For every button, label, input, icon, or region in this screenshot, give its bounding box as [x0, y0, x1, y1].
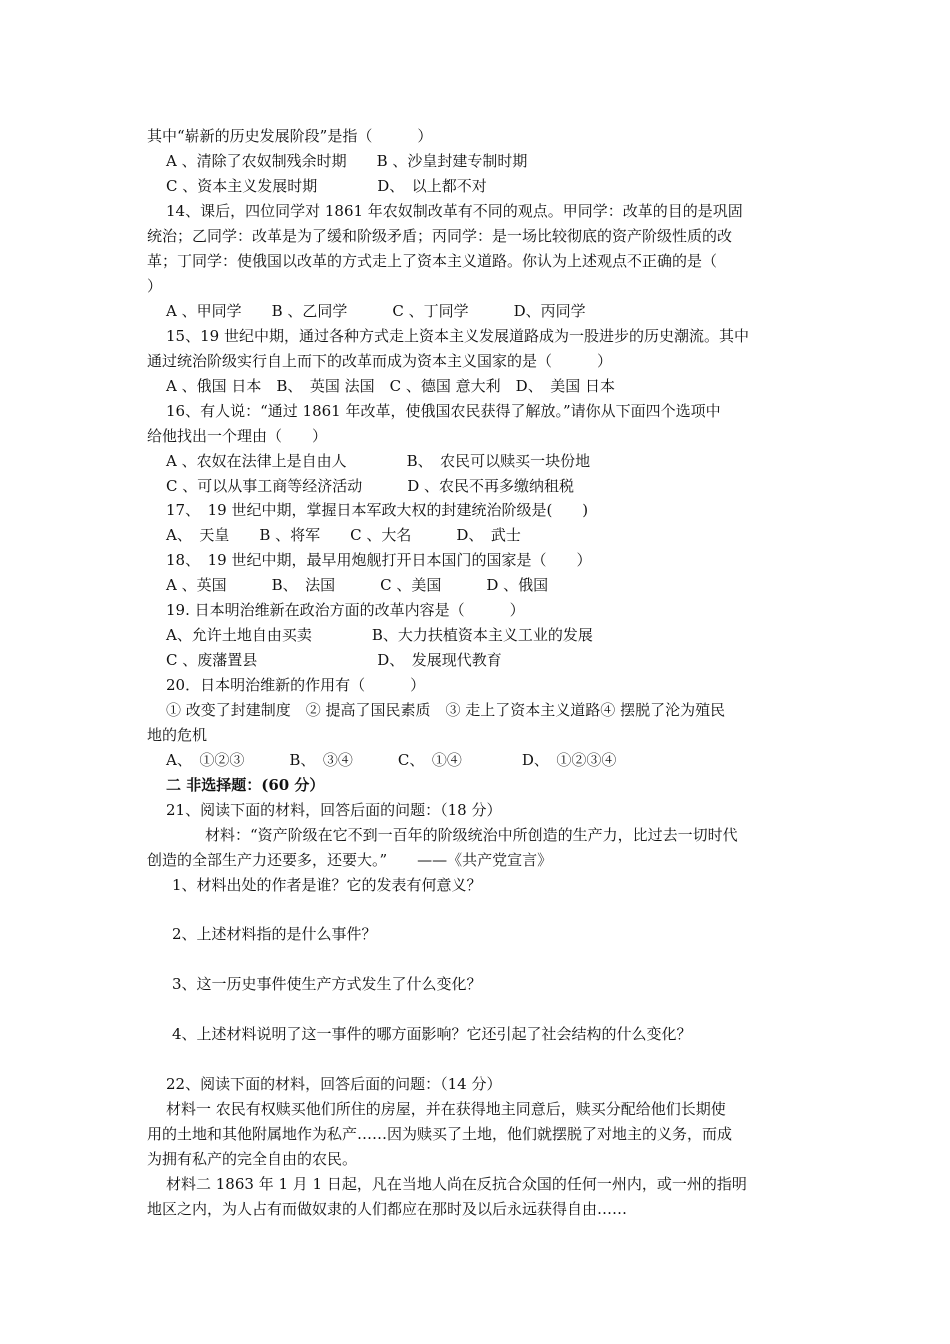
sub-question: 1、材料出处的作者是谁？它的发表有何意义？: [172, 876, 482, 894]
material-text: 创造的全部生产力还要多，还要大。” ——《共产党宣言》: [147, 851, 553, 869]
material-text: 材料二 1863 年 1 月 1 日起，凡在当地人尚在反抗合众国的任何一州内，或一州的指明: [166, 1175, 747, 1193]
option-line: A、 天皇 B 、将军 C 、大名 D、 武士: [166, 526, 521, 544]
option-line: A、 ①②③ B、 ③④ C、 ①④ D、 ①②③④: [166, 751, 617, 769]
option-line: C 、废藩置县 D、 发展现代教育: [166, 651, 502, 669]
text-line: 通过统治阶级实行自上而下的改革而成为资本主义国家的是（ ）: [147, 352, 613, 370]
question-15: 15、19 世纪中期，通过各种方式走上资本主义发展道路成为一股进步的历史潮流。其中: [166, 327, 749, 345]
material-text: 材料：“资产阶级在它不到一百年的阶级统治中所创造的生产力，比过去一切时代: [205, 826, 738, 844]
question-20: 20．日本明治维新的作用有（ ）: [166, 676, 426, 694]
text-line: 给他找出一个理由（ ）: [147, 427, 328, 445]
sub-question: 4、上述材料说明了这一事件的哪方面影响？它还引起了社会结构的什么变化？: [172, 1025, 692, 1043]
sub-question: 2、上述材料指的是什么事件？: [172, 925, 377, 943]
text-line: 其中“崭新的历史发展阶段”是指（ ）: [147, 127, 433, 145]
question-21: 21、阅读下面的材料，回答后面的问题：（18 分）: [166, 801, 502, 819]
question-17: 17、 19 世纪中期，掌握日本军政大权的封建统治阶级是( ): [166, 501, 589, 519]
question-14: 14、课后，四位同学对 1861 年农奴制改革有不同的观点。甲同学：改革的目的是巩固: [166, 202, 743, 220]
material-text: 材料一 农民有权赎买他们所住的房屋，并在获得地主同意后，赎买分配给他们长期使: [166, 1100, 726, 1118]
option-line: A 、甲同学 B 、乙同学 C 、丁同学 D、丙同学: [166, 302, 586, 320]
option-line: C 、资本主义发展时期 D、 以上都不对: [166, 177, 487, 195]
option-line: A、允许土地自由买卖 B、大力扶植资本主义工业的发展: [166, 626, 593, 644]
question-18: 18、 19 世纪中期，最早用炮舰打开日本国门的国家是（ ）: [166, 551, 592, 569]
question-16: 16、有人说：“通过 1861 年改革，使俄国农民获得了解放。”请你从下面四个选项中: [166, 402, 721, 420]
material-text: 地区之内，为人占有而做奴隶的人们都应在那时及以后永远获得自由……: [147, 1200, 628, 1218]
material-text: 为拥有私产的完全自由的农民。: [147, 1150, 358, 1168]
question-22: 22、阅读下面的材料，回答后面的问题：（14 分）: [166, 1075, 502, 1093]
option-line: A 、俄国 日本 B、 英国 法国 C 、德国 意大利 D、 美国 日本: [166, 377, 615, 395]
option-line: C 、可以从事工商等经济活动 D 、农民不再多缴纳租税: [166, 477, 575, 495]
section-heading: 二 非选择题：(60 分）: [166, 776, 325, 794]
text-line: 革；丁同学：使俄国以改革的方式走上了资本主义道路。你认为上述观点不正确的是（: [147, 252, 718, 270]
text-line: 统治；乙同学：改革是为了缓和阶级矛盾；丙同学：是一场比较彻底的资产阶级性质的改: [147, 227, 733, 245]
material-text: 用的土地和其他附属地作为私产……因为赎买了土地，他们就摆脱了对地主的义务，而成: [147, 1125, 733, 1143]
option-line: A 、英国 B、 法国 C 、美国 D 、俄国: [166, 576, 549, 594]
text-line: ① 改变了封建制度 ② 提高了国民素质 ③ 走上了资本主义道路④ 摆脱了沦为殖民: [166, 701, 726, 719]
option-line: A 、农奴在法律上是自由人 B、 农民可以赎买一块份地: [166, 452, 591, 470]
text-line: ）: [147, 277, 163, 295]
text-line: 地的危机: [147, 726, 208, 744]
sub-question: 3、这一历史事件使生产方式发生了什么变化？: [172, 975, 482, 993]
question-19: 19. 日本明治维新在政治方面的改革内容是（ ）: [166, 601, 525, 619]
option-line: A 、清除了农奴制残余时期 B 、沙皇封建专制时期: [166, 152, 528, 170]
